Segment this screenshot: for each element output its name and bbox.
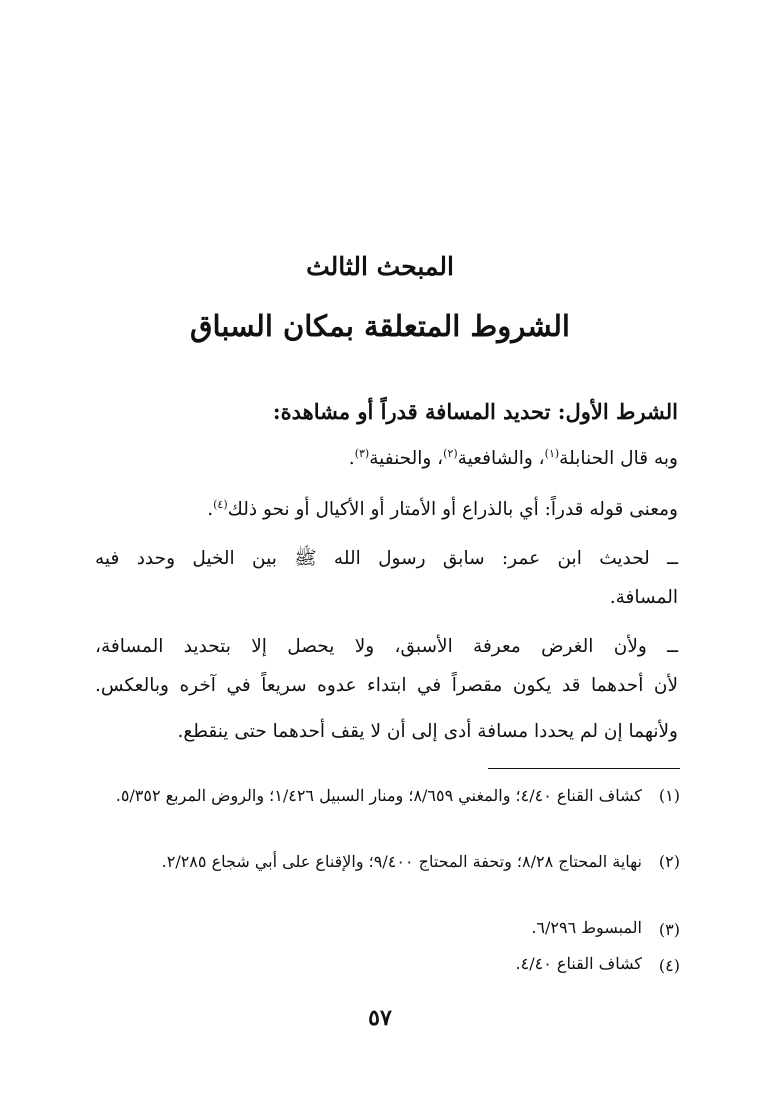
footnote-number: (١) bbox=[658, 786, 680, 805]
footnote-text: كشاف القناع ٤/٤٠؛ والمغني ٨/٦٥٩؛ ومنار السبيل ١/٤٢٦؛ والروض المربع ٥/٣٥٢. bbox=[115, 786, 642, 805]
chapter-title: المبحث الثالث bbox=[306, 252, 454, 281]
paragraph-text: وبه قال الحنابلة bbox=[559, 448, 678, 469]
footnote-number: (٣) bbox=[658, 920, 680, 939]
paragraph-reason-line2: لأن أحدهما قد يكون مقصراً في ابتداء عدوه سريعاً في آخره وبالعكس. bbox=[95, 675, 678, 696]
paragraph-text: ، والحنفية bbox=[369, 448, 444, 469]
page-number: ٥٧ bbox=[368, 1005, 392, 1031]
footnote-text: نهاية المحتاج ٨/٢٨؛ وتحفة المحتاج ٩/٤٠٠؛ والإقناع على أبي شجاع ٢/٢٨٥. bbox=[161, 852, 642, 871]
paragraph-hadith-line2: المسافة. bbox=[609, 587, 678, 608]
paragraph-scholars bbox=[349, 446, 678, 472]
footnote-separator bbox=[488, 768, 680, 769]
paragraph-text: ، والشافعية bbox=[457, 448, 545, 469]
footnote-number: (٤) bbox=[658, 956, 680, 975]
paragraph-text: . bbox=[348, 448, 355, 469]
paragraph-meaning bbox=[207, 497, 678, 523]
condition-heading: الشرط الأول: تحديد المسافة قدراً أو مشاهدة: bbox=[272, 399, 678, 424]
paragraph-limit: ولأنهما إن لم يحددا مسافة أدى إلى أن لا يقف أحدهما حتى ينقطع. bbox=[177, 721, 678, 742]
footnote-text: كشاف القناع ٤/٤٠. bbox=[515, 954, 642, 973]
footnote-number: (٢) bbox=[658, 852, 680, 871]
paragraph-hadith-line1: ــ لحديث ابن عمر: سابق رسول الله ﷺ بين الخيل وحدد فيه bbox=[95, 548, 678, 569]
footnote-ref: (٣) bbox=[354, 446, 370, 460]
paragraph-text: ومعنى قوله قدراً: أي بالذراع أو الأمتار أو الأكيال أو نحو ذلك bbox=[227, 499, 678, 520]
paragraph-reason-line1: ــ ولأن الغرض معرفة الأسبق، ولا يحصل إلا بتحديد المسافة، bbox=[95, 636, 678, 657]
footnote-text: المبسوط ٦/٢٩٦. bbox=[531, 918, 642, 937]
footnote-ref: (١) bbox=[544, 446, 560, 460]
paragraph-text: . bbox=[207, 499, 214, 520]
footnote-ref: (٤) bbox=[213, 497, 228, 511]
footnote-ref: (٢) bbox=[443, 446, 458, 460]
section-title: الشروط المتعلقة بمكان السباق bbox=[190, 309, 570, 343]
